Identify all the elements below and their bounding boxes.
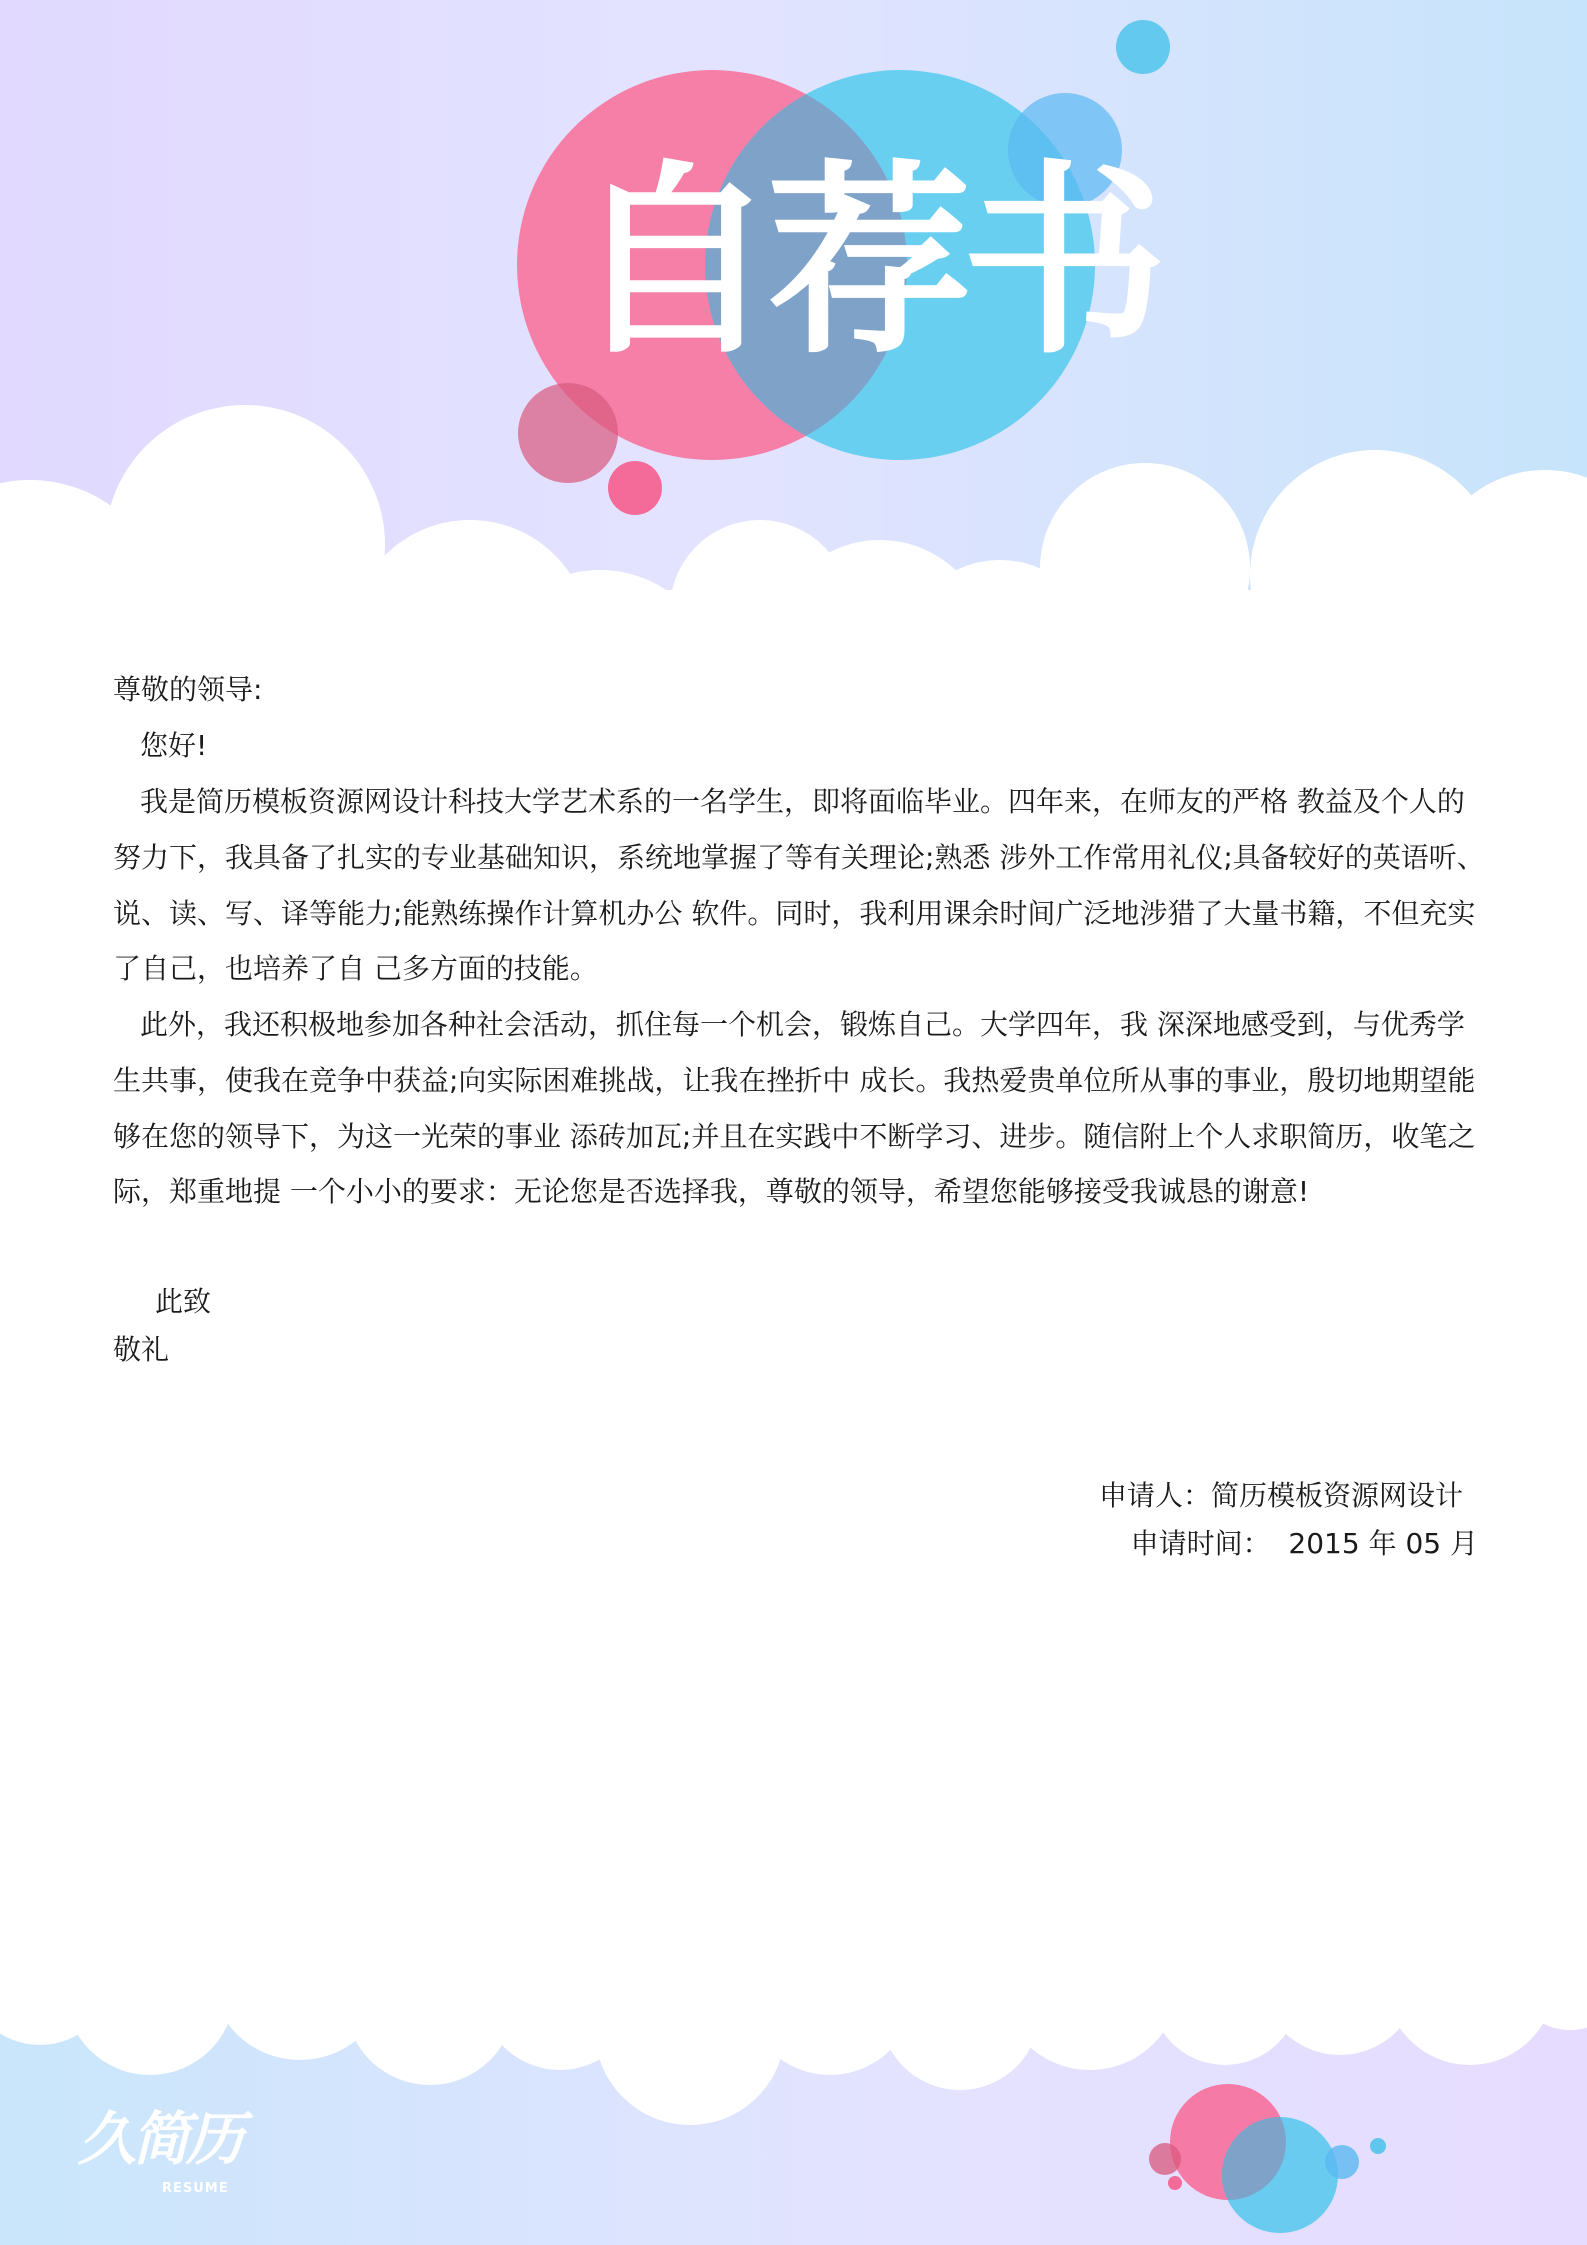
closing-line-1: 此致	[155, 1285, 212, 1318]
paragraph2-line: 际，郑重地提 一个小小的要求：无论您是否选择我，尊敬的领导，希望您能够接受我诚恳的谢意!	[113, 1175, 1310, 1208]
closing-line-2: 敬礼	[113, 1333, 170, 1366]
paragraph2-line: 生共事，使我在竞争中获益;向实际困难挑战，让我在挫折中 成长。我热爱贵单位所从事的事业，殷切地期望能	[113, 1064, 1476, 1097]
application-date: 申请时间： 2015 年 05 月	[1130, 1527, 1478, 1560]
paragraph1-line: 了自己，也培养了自 己多方面的技能。	[113, 952, 598, 985]
footer-logo	[78, 2105, 248, 2210]
top-cloud	[0, 0, 1587, 640]
paragraph2-line: 此外，我还积极地参加各种社会活动，抓住每一个机会，锻炼自己。大学四年，我 深深地感受到，与优秀学	[140, 1008, 1465, 1041]
salutation: 尊敬的领导:	[113, 673, 263, 706]
page-title: 自荐书	[572, 142, 1157, 382]
logo-subtext: RESUME	[162, 2181, 229, 2196]
paragraph1-line: 说、读、写、译等能力;能熟练操作计算机办公 软件。同时，我利用课余时间广泛地涉猎了大量书籍，不但充实	[113, 897, 1476, 930]
paragraph1-line: 我是简历模板资源网设计科技大学艺术系的一名学生，即将面临毕业。四年来，在师友的严格 教益及个人的	[140, 785, 1465, 818]
greeting: 您好!	[140, 729, 208, 762]
logo-text: 久简历	[78, 2105, 241, 2173]
paragraph1-line: 努力下，我具备了扎实的专业基础知识，系统地掌握了等有关理论;熟悉 涉外工作常用礼仪;具备较好的英语听、	[113, 841, 1485, 874]
applicant-name: 申请人：简历模板资源网设计	[1098, 1479, 1463, 1512]
paragraph2-line: 够在您的领导下，为这一光荣的事业 添砖加瓦;并且在实践中不断学习、进步。随信附上个人求职简历，收笔之	[113, 1120, 1476, 1153]
